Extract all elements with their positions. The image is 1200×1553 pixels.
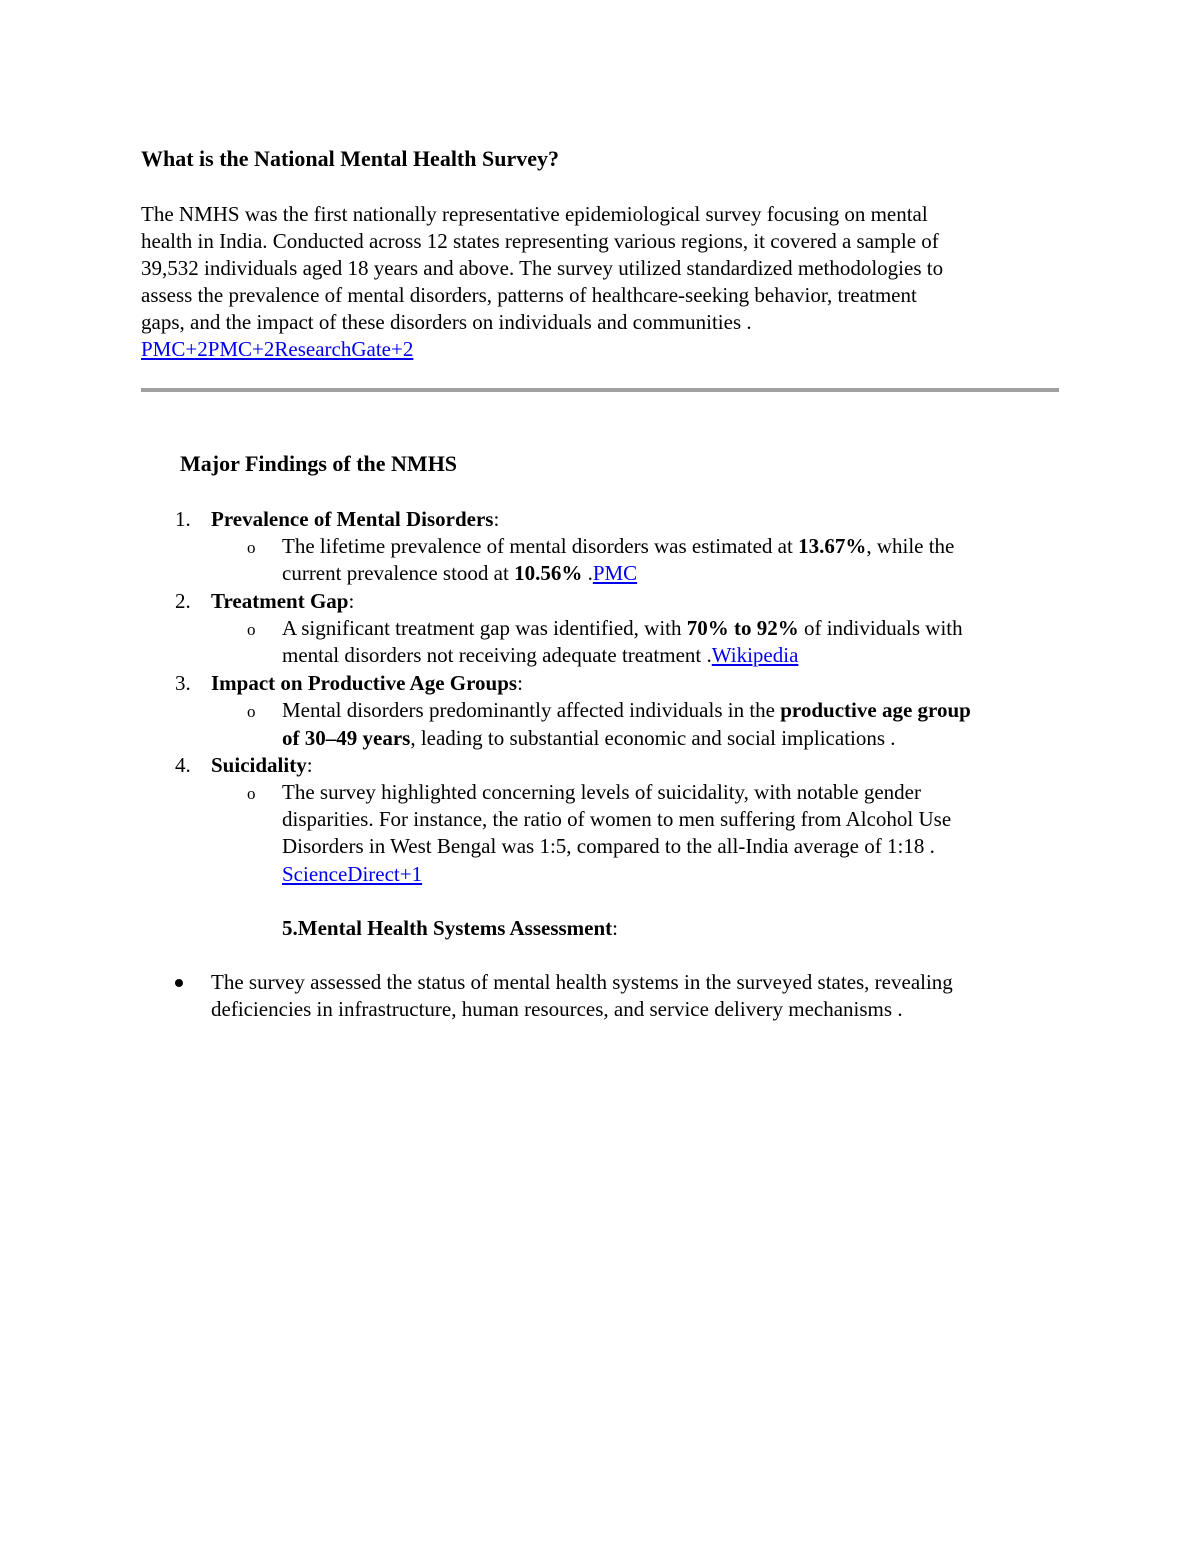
- sub-item-link-line: [282, 861, 422, 888]
- page-title: What is the National Mental Health Survey?: [141, 146, 559, 171]
- list-item-title: Impact on Productive Age Groups:: [211, 671, 523, 695]
- list-number: 4.: [175, 753, 191, 777]
- list-item-title: Prevalence of Mental Disorders:: [211, 507, 500, 531]
- bullet-text: The survey assessed the status of mental health systems in the surveyed states, revealing: [211, 970, 953, 994]
- intro-line: 39,532 individuals aged 18 years and above. The survey utilized standardized methodologies to: [141, 256, 944, 280]
- intro-line: health in India. Conducted across 12 states representing various regions, it covered a sample of: [141, 229, 939, 253]
- sub-bullet-icon: o: [247, 620, 256, 639]
- list-item-title: Suicidality:: [211, 753, 313, 777]
- findings-heading: Major Findings of the NMHS: [180, 451, 458, 476]
- sub-item-text: current prevalence stood at 10.56% .PMC: [282, 561, 638, 585]
- list-item-title: Treatment Gap:: [211, 589, 355, 613]
- sub-item-text: Disorders in West Bengal was 1:5, compared to the all-India average of 1:18 .: [282, 834, 935, 858]
- list-number: 2.: [175, 589, 191, 613]
- sub-item-text: disparities. For instance, the ratio of women to men suffering from Alcohol Use: [282, 807, 952, 831]
- list-number: 1.: [175, 507, 191, 531]
- source-link[interactable]: ScienceDirect+1: [282, 862, 423, 886]
- intro-paragraph: [141, 201, 1061, 363]
- horizontal-divider: [141, 388, 1059, 392]
- sub-item-text: The lifetime prevalence of mental disorders was estimated at 13.67%, while the: [282, 534, 955, 558]
- source-link[interactable]: Wikipedia: [711, 643, 799, 667]
- intro-line: gaps, and the impact of these disorders on individuals and communities .: [141, 310, 752, 334]
- intro-source-line: [141, 336, 1061, 363]
- list-number: 3.: [175, 671, 191, 695]
- source-link[interactable]: PMC: [592, 561, 638, 585]
- intro-line: The NMHS was the first nationally representative epidemiological survey focusing on mental: [141, 202, 928, 226]
- sub-item-text: A significant treatment gap was identified, with 70% to 92% of individuals with: [282, 616, 963, 640]
- sub-item-text: Mental disorders predominantly affected individuals in the productive age group: [282, 698, 971, 722]
- intro-line: assess the prevalence of mental disorders, patterns of healthcare-seeking behavior, treatment: [141, 283, 917, 307]
- sub-bullet-icon: o: [247, 784, 256, 803]
- sub-item-text: of 30–49 years, leading to substantial economic and social implications .: [282, 726, 896, 750]
- sub-item-text: The survey highlighted concerning levels of suicidality, with notable gender: [282, 780, 921, 804]
- bullet-dot-icon: [175, 979, 183, 987]
- sub-bullet-icon: o: [247, 538, 256, 557]
- sub-bullet-icon: o: [247, 702, 256, 721]
- sub-item-text: mental disorders not receiving adequate treatment .Wikipedia: [282, 643, 799, 667]
- item5-title: 5.Mental Health Systems Assessment:: [282, 916, 618, 940]
- bullet-text: deficiencies in infrastructure, human resources, and service delivery mechanisms .: [211, 997, 903, 1021]
- intro-source-link[interactable]: PMC+2PMC+2ResearchGate+2: [141, 337, 414, 361]
